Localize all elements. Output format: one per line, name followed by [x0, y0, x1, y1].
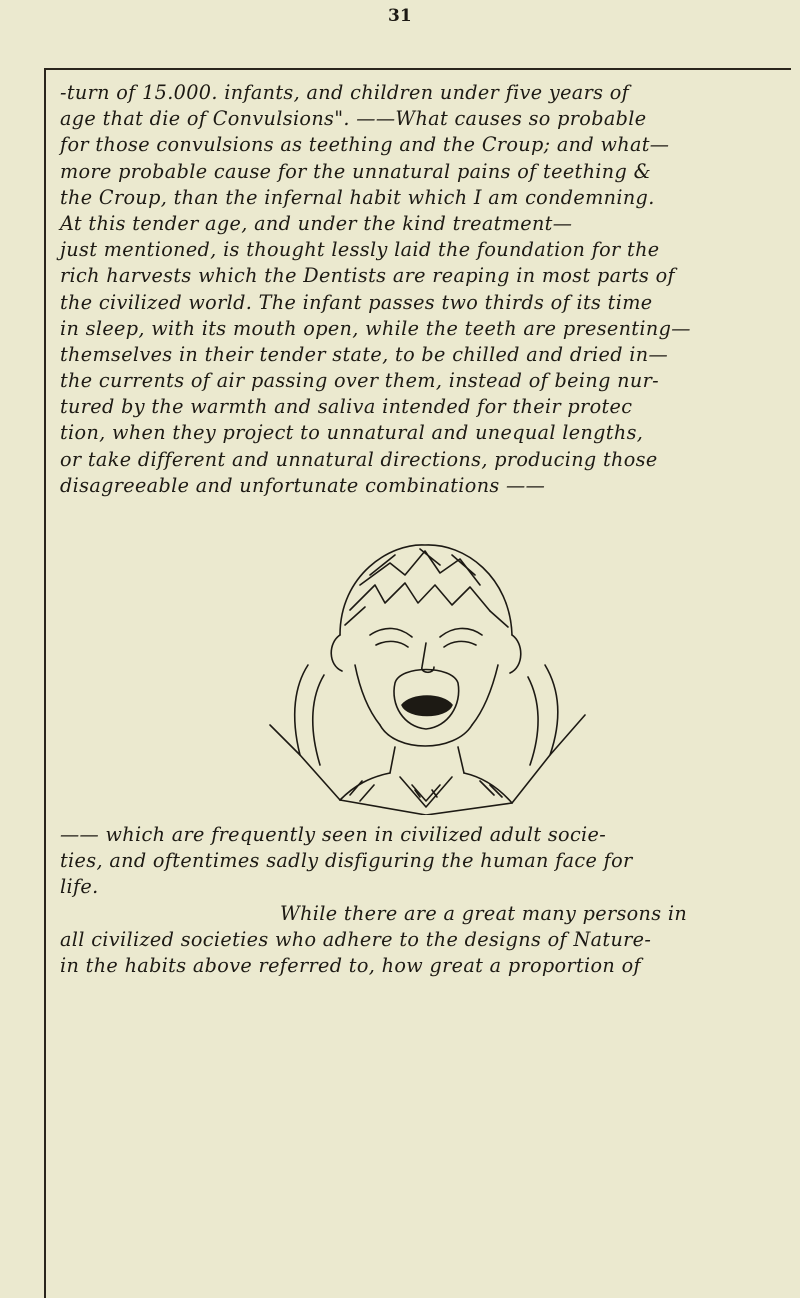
- text-line: While there are a great many persons in: [280, 901, 688, 925]
- text-line: themselves in their tender state, to be chilled and dried in—: [60, 342, 669, 366]
- text-line: more probable cause for the unnatural pains of teething &: [60, 159, 652, 183]
- text-line: life.: [60, 875, 99, 899]
- text-line: disagreeable and unfortunate combinations ——: [60, 473, 546, 497]
- text-line: tion, when they project to unnatural and unequal lengths,: [60, 421, 644, 445]
- text-line: -turn of 15.000. infants, and children under five years of: [60, 81, 630, 104]
- page-number: 31: [388, 6, 412, 26]
- text-line: —— which are frequently seen in civilized adult socie-: [60, 823, 607, 846]
- text-line: age that die of Convulsions". ——What causes so probable: [60, 107, 647, 131]
- text-line: At this tender age, and under the kind treatment—: [60, 211, 573, 235]
- text-line: just mentioned, is thought lessly laid the foundation for the: [60, 238, 660, 262]
- text-line: the currents of air passing over them, instead of being nur-: [60, 369, 659, 393]
- text-line: the civilized world. The infant passes two thirds of its time: [60, 290, 653, 314]
- text-line: rich harvests which the Dentists are reaping in most parts of: [60, 264, 676, 288]
- text-line: or take different and unnatural directions, producing those: [60, 447, 658, 471]
- text-line: in the habits above referred to, how great a proportion of: [60, 953, 641, 977]
- text-line: for those convulsions as teething and the Croup; and what—: [60, 133, 670, 157]
- manuscript-text-upper: [60, 80, 790, 499]
- text-line: all civilized societies who adhere to the designs of Nature-: [60, 927, 652, 951]
- crying-infant-sketch-icon: [190, 515, 630, 815]
- manuscript-text-lower: [60, 822, 790, 979]
- text-line: ties, and oftentimes sadly disfiguring the human face for: [60, 849, 633, 873]
- text-line: in sleep, with its mouth open, while the teeth are presenting—: [60, 316, 691, 340]
- text-line: tured by the warmth and saliva intended for their protec: [60, 395, 633, 419]
- text-line: the Croup, than the infernal habit which I am condemning.: [60, 185, 655, 209]
